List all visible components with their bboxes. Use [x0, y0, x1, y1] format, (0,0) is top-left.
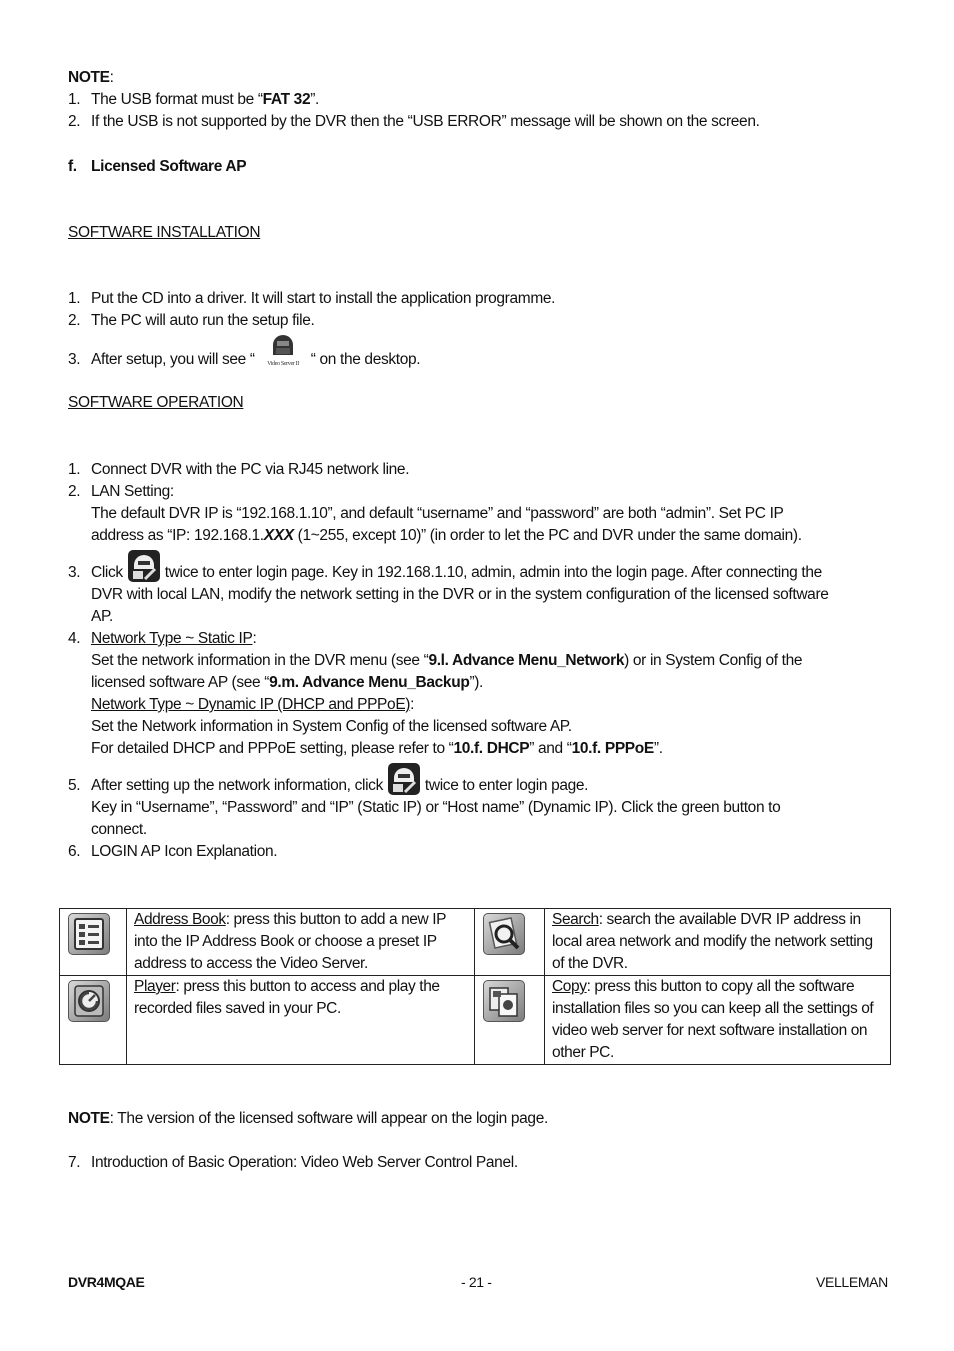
- copy-icon: [483, 980, 525, 1022]
- operation-item-5: 5. After setting up the network information, click twice to enter login page.: [68, 775, 588, 797]
- icon-cell: [475, 909, 545, 976]
- footer-model: DVR4MQAE: [68, 1274, 145, 1290]
- operation-item-4-dynamic-line-2: For detailed DHCP and PPPoE setting, please refer to “10.f. DHCP” and “10.f. PPPoE”.: [91, 740, 663, 757]
- install-item-1: 1. Put the CD into a driver. It will start to install the application programme.: [68, 290, 556, 307]
- operation-item-5-line-3: connect.: [91, 821, 147, 838]
- player-icon: [68, 980, 110, 1022]
- login-ap-icon: [127, 562, 161, 584]
- icon-cell: [60, 909, 127, 976]
- icon-cell: [475, 976, 545, 1065]
- operation-item-2-line-3: address as “IP: 192.168.1.XXX (1~255, except 10)” (in order to let the PC and DVR under the same domain).: [91, 527, 802, 544]
- section-f-heading: f. Licensed Software AP: [68, 158, 247, 175]
- search-description: Search: search the available DVR IP address in local area network and modify the network setting of the DVR.: [545, 909, 891, 976]
- operation-item-3-line-2: DVR with local LAN, modify the network setting in the DVR or in the system configuration of the licensed software: [91, 586, 829, 603]
- note-label: NOTE: [68, 69, 110, 86]
- search-icon: [483, 913, 525, 955]
- player-description: Player: press this button to access and play the recorded files saved in your PC.: [127, 976, 475, 1065]
- operation-item-5-line-2: Key in “Username”, “Password” and “IP” (Static IP) or “Host name” (Dynamic IP). Click the green button to: [91, 799, 781, 816]
- video-server-desktop-icon: [255, 349, 311, 371]
- operation-item-4-static-line-1: Set the network information in the DVR menu (see “9.l. Advance Menu_Network) or in System Config of the: [91, 652, 803, 669]
- note-item-2: 2. If the USB is not supported by the DVR then the “USB ERROR” message will be shown on the screen.: [68, 113, 760, 130]
- address-book-description: Address Book: press this button to add a new IP into the IP Address Book or choose a preset IP address to access the Video Server.: [127, 909, 475, 976]
- operation-heading: SOFTWARE OPERATION: [68, 394, 244, 411]
- operation-item-4-dynamic-label: Network Type ~ Dynamic IP (DHCP and PPPoE):: [91, 696, 415, 713]
- operation-item-3-line-3: AP.: [91, 608, 113, 625]
- operation-item-1: 1. Connect DVR with the PC via RJ45 network line.: [68, 461, 410, 478]
- operation-item-4-static-line-2: licensed software AP (see “9.m. Advance Menu_Backup”).: [91, 674, 484, 691]
- install-heading: SOFTWARE INSTALLATION: [68, 224, 261, 241]
- footer-page-number: - 21 -: [461, 1274, 492, 1290]
- footer-brand: VELLEMAN: [816, 1274, 888, 1290]
- login-ap-icon-2: [387, 775, 421, 797]
- operation-item-7: 7. Introduction of Basic Operation: Video Web Server Control Panel.: [68, 1154, 518, 1171]
- note-heading: NOTE:: [68, 69, 114, 86]
- svg-text:Video Server II: Video Server II: [266, 361, 299, 367]
- note-version: NOTE: The version of the licensed software will appear on the login page.: [68, 1110, 548, 1127]
- operation-item-2-line-2: The default DVR IP is “192.168.1.10”, and default “username” and “password” are both “admin”. Set PC IP: [91, 505, 784, 522]
- note-item-1: 1. The USB format must be “FAT 32”.: [68, 91, 319, 108]
- operation-item-4: 4. Network Type ~ Static IP:: [68, 630, 257, 647]
- copy-description: Copy: press this button to copy all the software installation files so you can keep all the settings of video web server for next software installation on other PC.: [545, 976, 891, 1065]
- operation-item-2: 2. LAN Setting:: [68, 483, 174, 500]
- operation-item-6: 6. LOGIN AP Icon Explanation.: [68, 843, 278, 860]
- icon-explanation-table: [59, 908, 891, 1065]
- icon-cell: [60, 976, 127, 1065]
- operation-item-4-dynamic-line-1: Set the Network information in System Config of the licensed software AP.: [91, 718, 572, 735]
- install-item-2: 2. The PC will auto run the setup file.: [68, 312, 315, 329]
- address-book-icon: [68, 913, 110, 955]
- install-item-3: 3. After setup, you will see “ Video Server II “ on the desktop.: [68, 349, 420, 371]
- table-row: [60, 976, 891, 1065]
- table-row: [60, 909, 891, 976]
- operation-item-3: 3. Click twice to enter login page. Key in 192.168.1.10, admin, admin into the login page. After connecting the: [68, 562, 822, 584]
